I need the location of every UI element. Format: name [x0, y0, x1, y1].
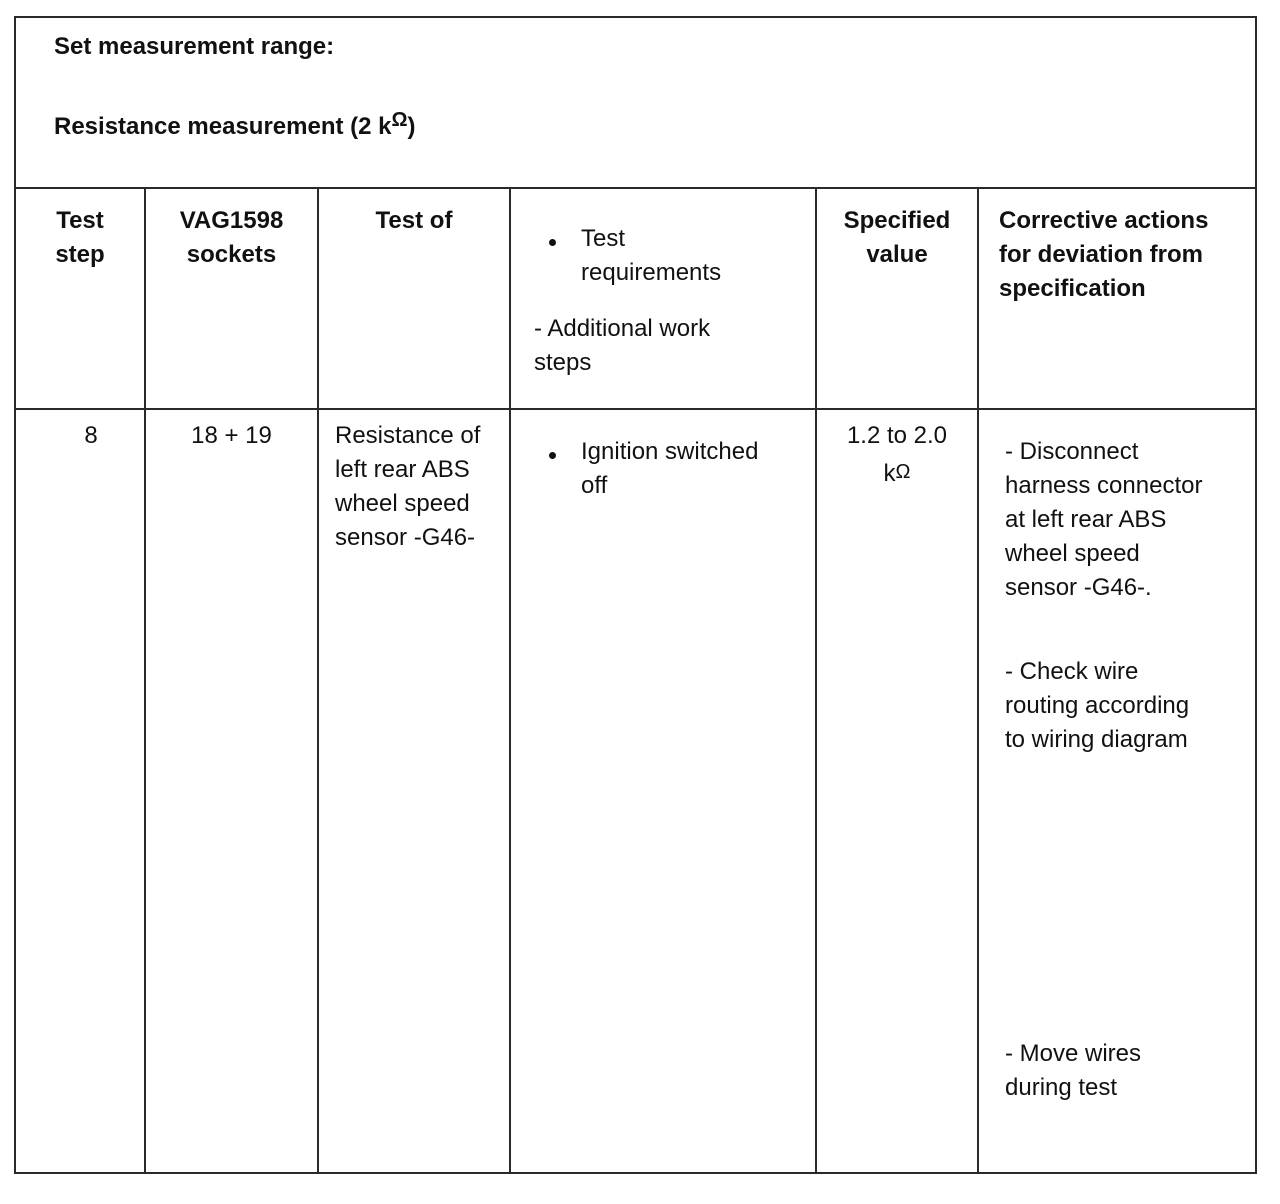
row-test-of: Resistance of left rear ABS wheel speed sensor -G46- [335, 422, 481, 551]
row-sockets: 18 + 19 [191, 422, 272, 449]
row-test-step: 8 [84, 422, 98, 449]
resistance-measurement-label [54, 110, 416, 145]
col-divider-1 [144, 187, 146, 1172]
bullet-icon [549, 239, 556, 246]
col-divider-4 [815, 187, 817, 1172]
specified-unit: kΩ [883, 460, 911, 487]
resistance-label-suffix: ) [407, 113, 416, 140]
column-header-divider [14, 408, 1257, 410]
col-divider-2 [317, 187, 319, 1172]
col-header-sockets: VAG1598 sockets [179, 207, 284, 268]
corrective-action-check-routing: - Check wire routing according to wiring diagram [1005, 658, 1190, 753]
col-divider-3 [509, 187, 511, 1172]
frame-left [14, 16, 16, 1174]
specified-range: 1.2 to 2.0 [846, 422, 948, 449]
measurement-range-title: Set measurement range: [54, 33, 335, 60]
resistance-label-text: Resistance measurement (2 k [54, 113, 392, 140]
corrective-action-disconnect: - Disconnect harness connector at left rear ABS wheel speed sensor -G46-. [1005, 438, 1203, 601]
col-header-corrective-actions: Corrective actions for deviation from specification [999, 207, 1209, 302]
bullet-icon [549, 452, 556, 459]
col-header-test-step: Test step [55, 207, 105, 268]
col-header-test-requirements: Test requirements [581, 225, 722, 286]
row-specified-value [817, 419, 977, 492]
header-divider [14, 187, 1257, 189]
frame-right [1255, 16, 1257, 1174]
ohm-symbol: Ω [391, 109, 408, 131]
frame-top [14, 16, 1257, 18]
col-header-additional-steps: - Additional work steps [534, 315, 711, 376]
frame-bottom [14, 1172, 1257, 1174]
ohm-symbol: Ω [895, 461, 911, 483]
test-table [14, 16, 1257, 1174]
col-header-specified-value: Specified value [843, 207, 951, 268]
col-divider-5 [977, 187, 979, 1172]
row-test-requirements: Ignition switched off [581, 438, 759, 499]
col-header-test-of: Test of [375, 207, 453, 234]
corrective-action-move-wires: - Move wires during test [1005, 1040, 1142, 1101]
